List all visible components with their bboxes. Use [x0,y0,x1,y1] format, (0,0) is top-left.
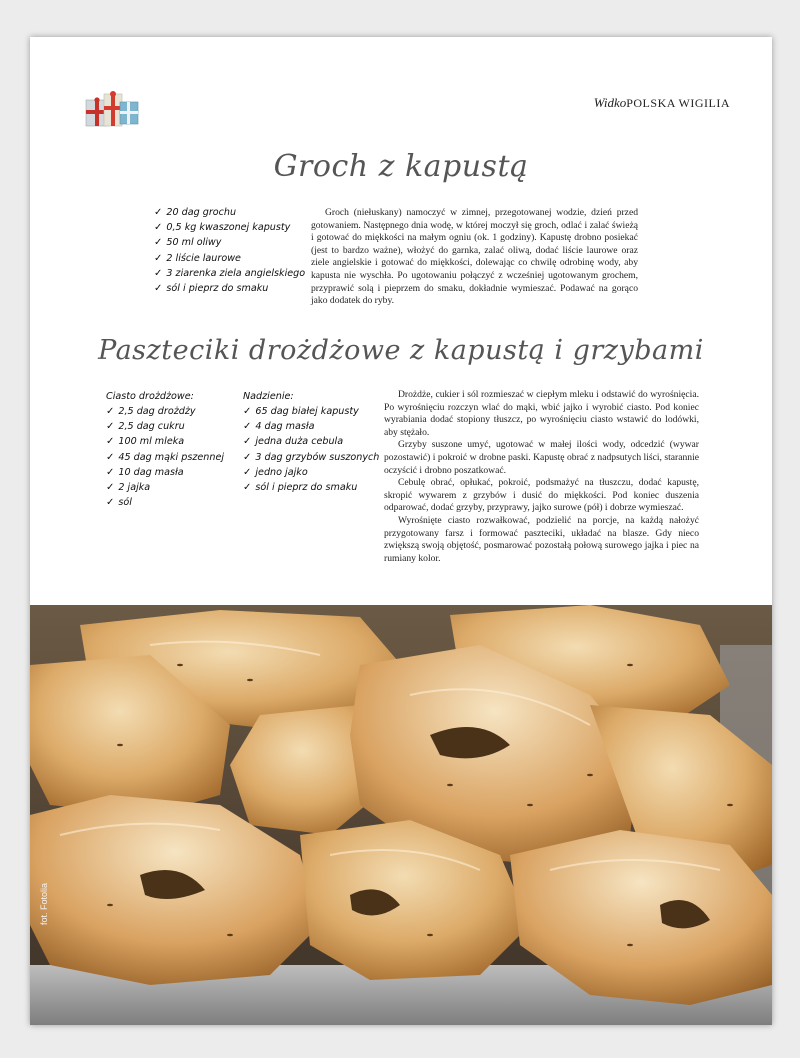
recipe1-ingredient-item [154,205,305,220]
dough-ingredient-item [106,465,224,480]
dough-ingredient-item-label: 2 jajka [118,482,151,494]
filling-ingredient-item-label: 4 dag masła [255,421,315,433]
dough-heading: Ciasto drożdżowe: [106,391,194,402]
dough-ingredient-item-label: 2,5 dag drożdży [118,406,196,417]
recipe1-ingredient-item [154,251,305,266]
recipe1-ingredient-item-label: 20 dag grochu [166,207,237,218]
dough-ingredient-item [106,419,224,434]
filling-ingredient-item [243,404,379,419]
check-icon: ✓ [106,421,115,433]
running-header-brand: Widko [593,95,627,110]
check-icon: ✓ [154,267,163,279]
recipe1-ingredient-item [154,220,305,235]
check-icon: ✓ [106,451,115,463]
recipe1-ingredient-item [154,235,305,250]
recipe2-paragraph-4: Wyrośnięte ciasto rozwałkować, podzielić na porcje, na każdą nałożyć przygotowany farsz i formować paszteciki, układać na blasze. Gdy nieco zwiększą swoją objętość, posmarować pozostałą połową surowego jajka i piec na rumiany kolor. [384,514,699,564]
check-icon: ✓ [243,421,252,433]
check-icon: ✓ [243,482,252,494]
recipe2-paragraph-2: Grzyby suszone umyć, ugotować w małej ilości wody, odcedzić (wywar pozostawić) i pokroić w drobne paski. Kapustę obrać z nadpsutych liści, starannie oczyścić i drobno poszatkować. [384,439,699,476]
filling-ingredient-item-label: sól i pieprz do smaku [255,482,358,494]
filling-ingredient-item [243,465,379,480]
check-icon: ✓ [243,406,252,417]
dough-ingredient-item [106,495,224,510]
dough-ingredient-item-label: 10 dag masła [118,466,184,478]
check-icon: ✓ [106,466,115,478]
dough-ingredient-list [106,404,224,510]
filling-ingredient-item [243,450,379,465]
check-icon: ✓ [106,436,115,448]
recipe2-paragraph-3: Cebulę obrać, opłukać, pokroić, podsmażyć na tłuszczu, dodać kapustę, skropić wywarem z grzybów i dusić do miękkości. Pod koniec duszenia odparować, dodać grzyby, przyprawy, jajko surowe (pół) i dobrze wymieszać. [384,477,699,514]
check-icon: ✓ [243,436,252,448]
check-icon: ✓ [154,237,163,249]
filling-ingredient-item-label: jedna duża cebula [255,436,344,448]
check-icon: ✓ [154,252,163,264]
dough-ingredient-item-label: 2,5 dag cukru [118,421,185,433]
filling-ingredient-item-label: 65 dag białej kapusty [255,406,359,417]
check-icon: ✓ [154,222,163,234]
recipe1-ingredient-item [154,281,305,296]
recipe2-title: Paszteciki drożdżowe z kapustą i grzybami [98,335,704,366]
check-icon: ✓ [106,406,115,417]
running-header [594,95,730,111]
dough-ingredient-item-label: sól [118,497,132,509]
filling-heading: Nadzienie: [243,391,294,402]
check-icon: ✓ [243,466,252,478]
recipe1-ingredient-item [154,266,305,281]
recipe1-ingredient-item-label: 3 ziarenka ziela angielskiego [166,267,306,279]
check-icon: ✓ [106,482,115,494]
filling-ingredient-item [243,480,379,495]
recipe1-ingredient-item-label: 50 ml oliwy [166,237,222,249]
filling-ingredient-item [243,419,379,434]
recipe1-ingredient-list [154,205,305,296]
dough-ingredient-item [106,404,224,419]
pastries-photo [30,605,772,1025]
recipe1-instructions [311,207,638,308]
recipe1-title: Groch z kapustą [273,149,529,184]
dough-ingredient-item [106,480,224,495]
dough-ingredient-item-label: 100 ml mleka [118,436,185,448]
dough-ingredient-item [106,434,224,449]
running-header-section: POLSKA WIGILIA [626,96,730,110]
magazine-page [30,37,772,1025]
check-icon: ✓ [243,451,252,463]
check-icon: ✓ [106,497,115,509]
filling-ingredient-item [243,434,379,449]
filling-ingredient-item-label: 3 dag grzybów suszonych [255,451,380,463]
gift-boxes-icon [82,90,140,128]
recipe1-instructions-paragraph: Groch (niełuskany) namoczyć w zimnej, przegotowanej wodzie, dzień przed gotowaniem. Następnego dnia wodę, w której moczył się groch, odlać i zalać świeżą i gotować do miękkości na małym ogniu (ok. 1 godziny). Kapustę drobno posiekać (jest to bardzo ważne), włożyć do garnka, zalać oliwą, dodać liście laurowe oraz ziele angielskie i gotować do miękkości, dolewając co chwilę odrobinę wody, aby kapusta nie wyschła. Po ugotowaniu połączyć z wcześniej ugotowanym grochem, przyprawić solą i pieprzem do smaku, dokładnie wymieszać. Podawać na gorąco jako dodatek do ryby. [311,207,638,307]
recipe1-ingredient-item-label: sól i pieprz do smaku [166,283,269,295]
photo-credit: fot. Fotolia [39,882,49,925]
dough-ingredient-item-label: 45 dag mąki pszennej [118,451,225,463]
recipe1-ingredient-item-label: 0,5 kg kwaszonej kapusty [166,222,291,234]
recipe1-ingredient-item-label: 2 liście laurowe [166,252,241,264]
recipe2-paragraph-1: Drożdże, cukier i sól rozmieszać w ciepłym mleku i odstawić do wyrośnięcia. Po wyrośnięciu rozczyn wlać do mąki, wbić jajko i wyrobić ciasto. Pod koniec wyrabiania dodać stopiony tłuszcz, po wyrośnięciu ciasto wstawić do lodówki, aby stężało. [384,389,699,438]
filling-ingredient-item-label: jedno jajko [255,466,308,478]
check-icon: ✓ [154,207,163,218]
filling-ingredient-list [243,404,379,495]
dough-ingredient-item [106,450,224,465]
recipe2-instructions [384,389,699,565]
check-icon: ✓ [154,283,163,295]
